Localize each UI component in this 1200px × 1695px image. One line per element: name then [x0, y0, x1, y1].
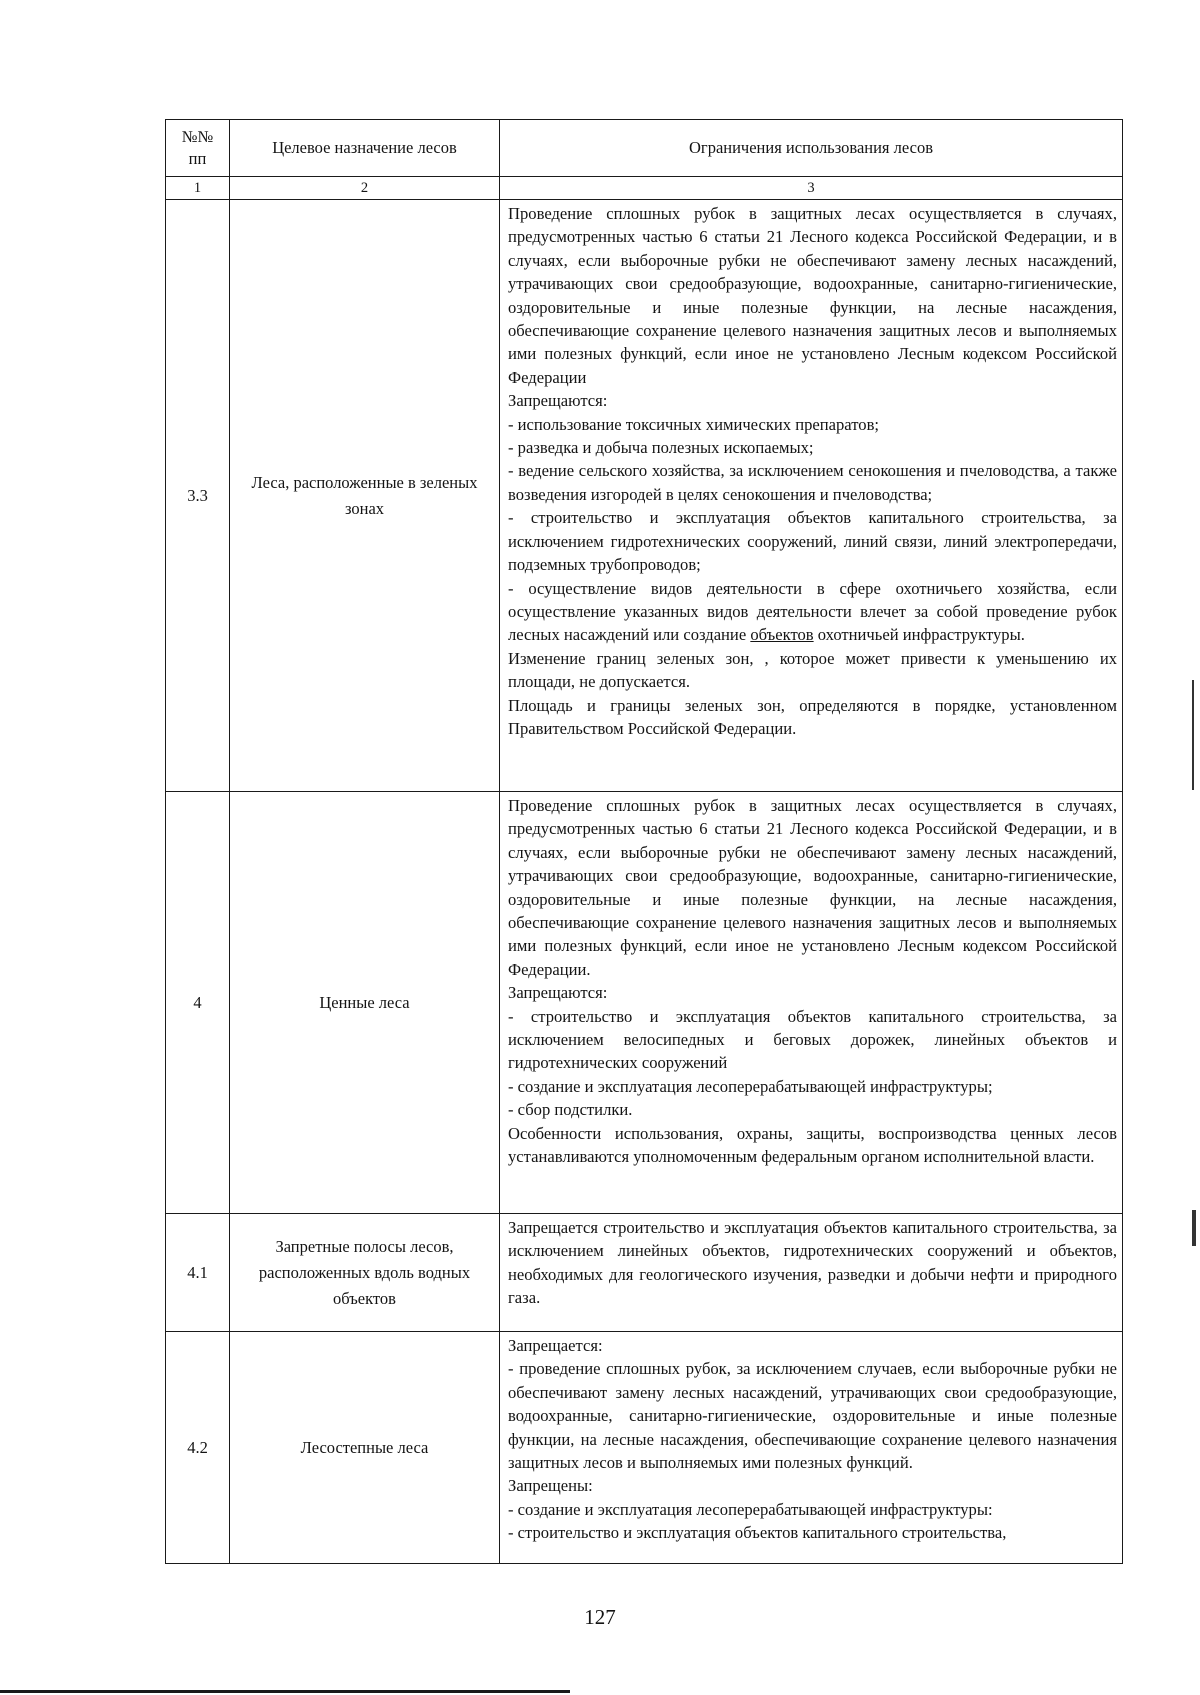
table-row	[166, 1214, 1123, 1332]
restriction-paragraph: Запрещаются:	[508, 391, 608, 411]
restriction-paragraph: - ведение сельского хозяйства, за исключением сенокошения и пчеловодства, а также возведения изгородей в целях сенокошения и пчеловодства;	[508, 461, 1117, 504]
header-purpose: Целевое назначение лесов	[230, 120, 500, 177]
restriction-text: охотничьей инфраструктуры.	[817, 625, 1025, 645]
underlined-text: объектов	[750, 625, 814, 645]
restriction-paragraph: Запрещаются:	[508, 983, 608, 1003]
restriction-paragraph: Запрещается строительство и эксплуатация объектов капитального строительства, за исключением линейных объектов, гидротехнических сооружений и объектов, необходимых для геологического изучения, разведки и добычи нефти и природного газа.	[508, 1218, 1117, 1308]
restrictions-cell	[500, 792, 1123, 1214]
column-number-3: 3	[500, 177, 1123, 200]
row-number: 3.3	[166, 200, 230, 792]
restriction-paragraph: Особенности использования, охраны, защиты, воспроизводства ценных лесов устанавливаются уполномоченным федеральным органом исполнительной власти.	[508, 1123, 1117, 1167]
restriction-paragraph: - создание и эксплуатация лесоперерабатывающей инфраструктуры;	[508, 1076, 993, 1096]
row-number: 4	[166, 792, 230, 1214]
column-number-2: 2	[230, 177, 500, 200]
restriction-paragraph: - проведение сплошных рубок, за исключением случаев, если выборочные рубки не обеспечивают замену лесных насаждений, утрачивающих свои средообразующие, водоохранные, санитарно-гигиенические, оздоровительные и иные полезные функции, на лесные насаждения, обеспечивающие сохранение целевого назначения защитных лесов и выполняемых ими полезных функций.	[508, 1359, 1117, 1473]
restriction-paragraph: Запрещается:	[508, 1336, 603, 1355]
restriction-paragraph: - строительство и эксплуатация объектов капитального строительства, за исключением гидротехнических сооружений, линий связи, линий электропередачи, подземных трубопроводов;	[508, 508, 1117, 575]
restriction-paragraph: - строительство и эксплуатация объектов капитального строительства, за исключением велосипедных и беговых дорожек, линейных объектов и гидротехнических сооружений	[508, 1006, 1117, 1073]
page-number: 127	[584, 1605, 616, 1629]
header-restrictions: Ограничения использования лесов	[500, 120, 1123, 177]
scan-bottom-rule	[0, 1690, 570, 1693]
restriction-paragraph: - разведка и добыча полезных ископаемых;	[508, 438, 814, 458]
restrictions-cell	[500, 1332, 1123, 1564]
restriction-paragraph: Площадь и границы зеленых зон, определяются в порядке, установленном Правительством Российской Федерации.	[508, 695, 1117, 738]
header-number: №№ пп	[166, 120, 230, 177]
table-header-row	[166, 120, 1123, 177]
restrictions-cell	[500, 1214, 1123, 1332]
restriction-paragraph: - создание и эксплуатация лесоперерабатывающей инфраструктуры:	[508, 1499, 993, 1519]
forest-restrictions-table	[165, 119, 1123, 1564]
restriction-paragraph: Проведение сплошных рубок в защитных лесах осуществляется в случаях, предусмотренных частью 6 статьи 21 Лесного кодекса Российской Федерации, и в случаях, если выборочные рубки не обеспечивают замену лесных насаждений, утрачивающих свои средообразующие, водоохранные, санитарно-гигиенические, оздоровительные и иные полезные функции, на лесные насаждения, обеспечивающие сохранение целевого назначения защитных лесов и выполняемых ими полезных функций, если иное не установлено Лесным кодексом Российской Федерации	[508, 204, 1117, 387]
scan-edge-mark	[1192, 680, 1194, 790]
forest-purpose: Запретные полосы лесов, расположенных вдоль водных объектов	[230, 1214, 500, 1332]
restriction-paragraph: Проведение сплошных рубок в защитных лесах осуществляется в случаях, предусмотренных частью 6 статьи 21 Лесного кодекса Российской Федерации, и в случаях, если выборочные рубки не обеспечивают замену лесных насаждений, утрачивающих свои средообразующие, водоохранные, санитарно-гигиенические, оздоровительные и иные полезные функции, на лесные насаждения, обеспечивающие сохранение целевого назначения защитных лесов и выполняемых ими полезных функций, если иное не установлено Лесным кодексом Российской Федерации.	[508, 796, 1117, 979]
forest-purpose: Леса, расположенные в зеленых зонах	[230, 200, 500, 792]
table-row	[166, 792, 1123, 1214]
column-numbers-row	[166, 177, 1123, 200]
restriction-paragraph: - сбор подстилки.	[508, 1100, 633, 1120]
restriction-text: - осуществление видов деятельности в сфере охотничьего хозяйства, если осуществление указанных видов деятельности влечет за собой проведение рубок лесных насаждений или создание	[508, 578, 1117, 645]
restrictions-cell	[500, 200, 1123, 792]
table-row	[166, 1332, 1123, 1564]
forest-purpose: Ценные леса	[230, 792, 500, 1214]
restriction-paragraph: - строительство и эксплуатация объектов капитального строительства,	[508, 1523, 1007, 1543]
column-number-1: 1	[166, 177, 230, 200]
forest-purpose: Лесостепные леса	[230, 1332, 500, 1564]
restriction-paragraph: Изменение границ зеленых зон, , которое может привести к уменьшению их площади, не допускается.	[508, 648, 1117, 692]
row-number: 4.2	[166, 1332, 230, 1564]
table-row	[166, 200, 1123, 792]
row-number: 4.1	[166, 1214, 230, 1332]
restriction-paragraph: Запрещены:	[508, 1476, 593, 1496]
restriction-paragraph	[508, 577, 1117, 647]
scan-edge-mark	[1192, 1210, 1196, 1246]
restriction-paragraph: - использование токсичных химических препаратов;	[508, 414, 880, 434]
